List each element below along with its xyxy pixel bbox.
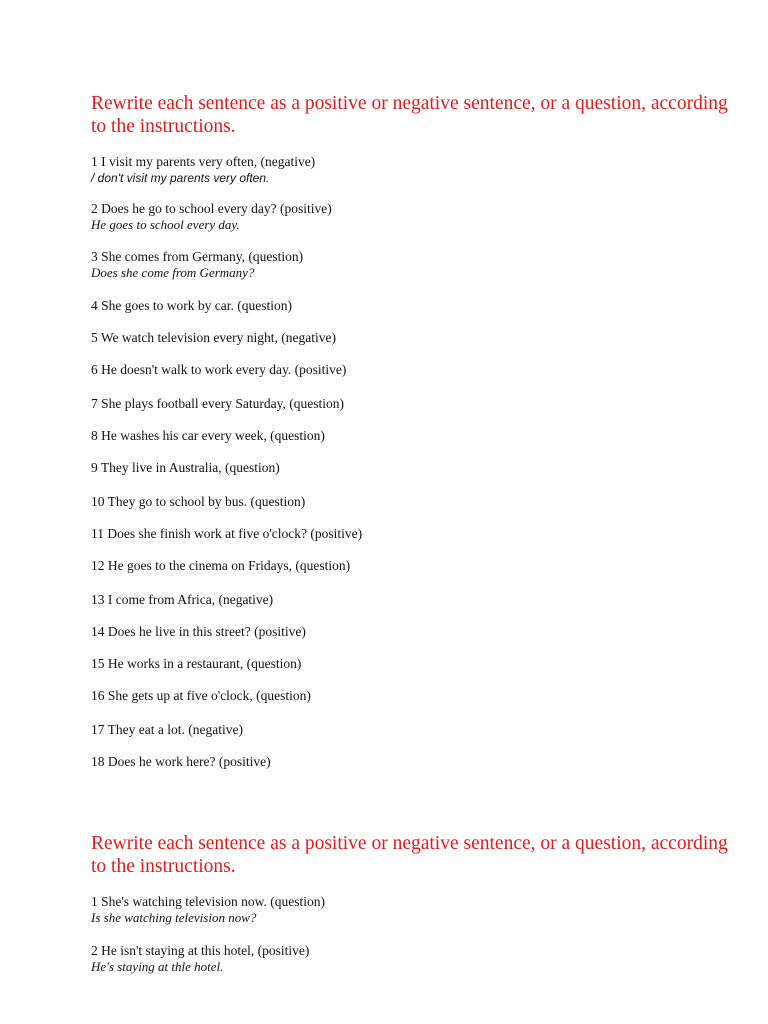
exercise-prompt: 3 She comes from Germany, (question) (91, 249, 304, 264)
exercise-item-16 (91, 688, 731, 704)
section-2-instructions: Rewrite each sentence as a positive or negative sentence, or a question, according to the instructions. (91, 833, 728, 877)
exercise-prompt: 15 He works in a restaurant, (question) (91, 656, 302, 671)
exercise-prompt: 13 I come from Africa, (negative) (91, 592, 274, 607)
exercise-prompt: 12 He goes to the cinema on Fridays, (question) (91, 558, 351, 573)
exercise-item-5 (91, 330, 731, 346)
exercise-item-2-1 (91, 894, 731, 926)
exercise-answer: / don't visit my parents very often. (91, 171, 270, 185)
exercise-item-7 (91, 396, 731, 412)
exercise-prompt: 7 She plays football every Saturday, (question) (91, 396, 344, 411)
exercise-item-4 (91, 298, 731, 314)
exercise-item-9 (91, 460, 731, 476)
exercise-item-2 (91, 201, 731, 233)
exercise-item-1 (91, 154, 731, 186)
exercise-item-3 (91, 249, 731, 281)
exercise-item-6 (91, 362, 731, 378)
exercise-prompt: 6 He doesn't walk to work every day. (positive) (91, 362, 347, 377)
exercise-prompt: 16 She gets up at five o'clock, (question) (91, 688, 311, 703)
exercise-item-8 (91, 428, 731, 444)
exercise-item-2-2 (91, 943, 731, 975)
exercise-item-10 (91, 494, 731, 510)
exercise-item-12 (91, 558, 731, 574)
exercise-answer: Does she come from Germany? (91, 265, 255, 280)
exercise-prompt: 8 He washes his car every week, (question) (91, 428, 325, 443)
exercise-prompt: 2 He isn't staying at this hotel, (positive) (91, 943, 310, 958)
exercise-item-13 (91, 592, 731, 608)
exercise-prompt: 10 They go to school by bus. (question) (91, 494, 306, 509)
exercise-answer: He goes to school every day. (91, 217, 240, 232)
exercise-item-15 (91, 656, 731, 672)
exercise-item-14 (91, 624, 731, 640)
exercise-prompt: 1 I visit my parents very often, (negative) (91, 154, 316, 169)
exercise-prompt: 1 She's watching television now. (question) (91, 894, 326, 909)
exercise-prompt: 9 They live in Australia, (question) (91, 460, 280, 475)
exercise-item-11 (91, 526, 731, 542)
exercise-prompt: 5 We watch television every night, (negative) (91, 330, 336, 345)
exercise-prompt: 4 She goes to work by car. (question) (91, 298, 292, 313)
exercise-item-18 (91, 754, 731, 770)
section-1-instructions: Rewrite each sentence as a positive or negative sentence, or a question, according to the instructions. (91, 93, 728, 137)
exercise-prompt: 17 They eat a lot. (negative) (91, 722, 243, 737)
exercise-prompt: 2 Does he go to school every day? (positive) (91, 201, 332, 216)
exercise-item-17 (91, 722, 731, 738)
exercise-answer: Is she watching television now? (91, 910, 257, 925)
exercise-prompt: 14 Does he live in this street? (positive) (91, 624, 306, 639)
exercise-prompt: 11 Does she finish work at five o'clock? (positive) (91, 526, 363, 541)
exercise-prompt: 18 Does he work here? (positive) (91, 754, 271, 769)
exercise-answer: He's staying at thle hotel. (91, 959, 224, 974)
